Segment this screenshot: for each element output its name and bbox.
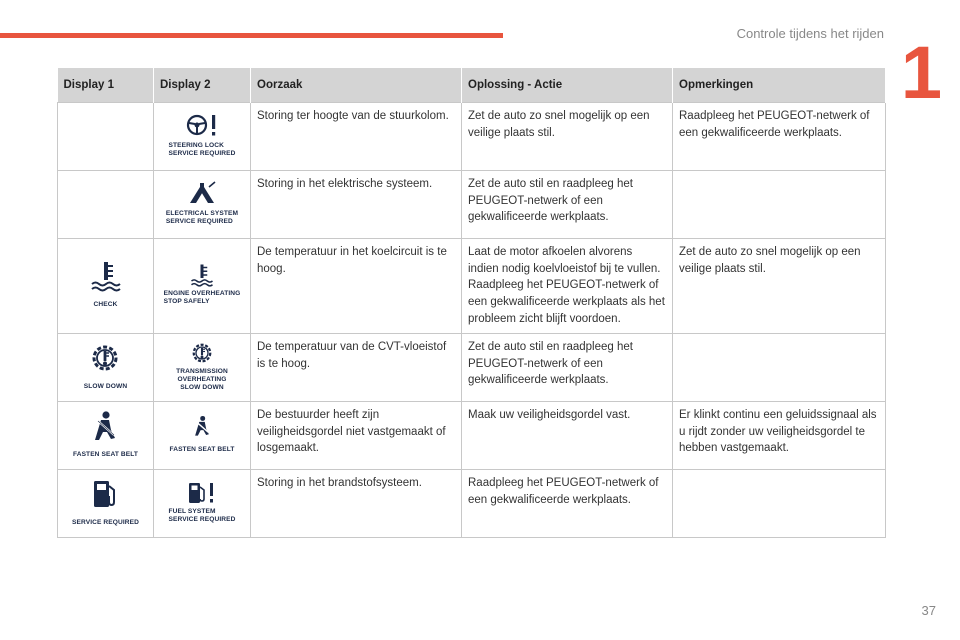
- display1-cell: [58, 103, 154, 171]
- display1-cell: [58, 239, 154, 334]
- cause-cell: De bestuurder heeft zijn veiligheidsgordel niet vastgemaakt of losgemaakt.: [251, 402, 462, 470]
- icon-caption: SERVICE REQUIRED: [168, 149, 236, 157]
- table-header-row: [58, 68, 886, 103]
- icon-caption: FASTEN SEAT BELT: [169, 445, 235, 453]
- accent-bar: [0, 33, 503, 38]
- coolant-temperature-icon: [89, 260, 123, 292]
- seat-belt-icon: [191, 415, 213, 437]
- fuel-pump-icon: [89, 478, 121, 510]
- display2-cell: [154, 239, 251, 334]
- steering-lock-icon: [178, 113, 226, 139]
- icon-caption: SERVICE REQUIRED: [71, 518, 140, 526]
- display1-cell: [58, 470, 154, 538]
- icon-caption: ELECTRICAL SYSTEM: [165, 209, 239, 217]
- cause-cell: De temperatuur van de CVT-vloeistof is te hoog.: [251, 334, 462, 402]
- display1-cell: [58, 402, 154, 470]
- icon-caption: CHECK: [93, 301, 118, 309]
- action-cell: Zet de auto zo snel mogelijk op een veilige plaats stil.: [462, 103, 673, 171]
- table-row: [58, 239, 886, 334]
- icon-caption: SERVICE REQUIRED: [165, 217, 233, 225]
- transmission-temperature-icon: [89, 342, 121, 374]
- column-header: Oorzaak: [251, 68, 462, 103]
- display2-cell: [154, 334, 251, 402]
- chapter-number: 1: [900, 31, 942, 114]
- table-row: [58, 103, 886, 171]
- cause-cell: Storing in het elektrische systeem.: [251, 171, 462, 239]
- icon-caption: ENGINE OVERHEATING: [163, 290, 241, 298]
- icon-caption: STEERING LOCK: [168, 141, 224, 149]
- icon-caption: FUEL SYSTEM: [168, 507, 216, 515]
- action-cell: Zet de auto stil en raadpleeg het PEUGEOT-netwerk of een gekwalificeerde werkplaats.: [462, 171, 673, 239]
- chapter-title: Controle tijdens het rijden: [736, 26, 884, 41]
- electrical-system-icon: [178, 181, 226, 207]
- remarks-cell: [673, 334, 886, 402]
- coolant-temperature-icon: [189, 263, 215, 287]
- action-cell: Zet de auto stil en raadpleeg het PEUGEOT-netwerk of een gekwalificeerde werkplaats.: [462, 334, 673, 402]
- cause-cell: De temperatuur in het koelcircuit is te hoog.: [251, 239, 462, 334]
- remarks-cell: Raadpleeg het PEUGEOT-netwerk of een gekwalificeerde werkplaats.: [673, 103, 886, 171]
- icon-caption: OVERHEATING: [177, 375, 227, 383]
- action-cell: Laat de motor afkoelen alvorens indien nodig koelvloeistof bij te vullen. Raadpleeg het PEUGEOT-netwerk of een gekwalificeerde werkplaats als het probleem zicht blijft voordoen.: [462, 239, 673, 334]
- display2-cell: [154, 470, 251, 538]
- icon-caption: FASTEN SEAT BELT: [72, 450, 139, 458]
- remarks-cell: Er klinkt continu een geluidssignaal als u rijdt zonder uw veiligheidsgordel te hebben vastgemaakt.: [673, 402, 886, 470]
- table-row: [58, 171, 886, 239]
- icon-caption: SERVICE REQUIRED: [168, 515, 236, 523]
- icon-caption: SLOW DOWN: [180, 383, 224, 391]
- action-cell: Maak uw veiligheidsgordel vast.: [462, 402, 673, 470]
- seat-belt-icon: [89, 410, 121, 442]
- action-cell: Raadpleeg het PEUGEOT-netwerk of een gekwalificeerde werkplaats.: [462, 470, 673, 538]
- transmission-temperature-icon: [190, 341, 214, 365]
- table-row: [58, 334, 886, 402]
- display2-cell: [154, 402, 251, 470]
- remarks-cell: Zet de auto zo snel mogelijk op een veilige plaats stil.: [673, 239, 886, 334]
- display1-cell: [58, 334, 154, 402]
- display2-cell: [154, 171, 251, 239]
- cause-cell: Storing in het brandstofsysteem.: [251, 470, 462, 538]
- cause-cell: Storing ter hoogte van de stuurkolom.: [251, 103, 462, 171]
- column-header: Oplossing - Actie: [462, 68, 673, 103]
- column-header: Display 2: [154, 68, 251, 103]
- warning-table: [57, 68, 886, 538]
- fuel-system-warning-icon: [183, 481, 221, 505]
- remarks-cell: [673, 171, 886, 239]
- table-row: [58, 402, 886, 470]
- remarks-cell: [673, 470, 886, 538]
- icon-caption: STOP SAFELY: [163, 298, 210, 306]
- icon-caption: SLOW DOWN: [83, 382, 128, 390]
- table-row: [58, 470, 886, 538]
- column-header: Opmerkingen: [673, 68, 886, 103]
- display2-cell: [154, 103, 251, 171]
- column-header: Display 1: [58, 68, 154, 103]
- icon-caption: TRANSMISSION: [176, 367, 228, 375]
- page-number: 37: [921, 603, 936, 618]
- display1-cell: [58, 171, 154, 239]
